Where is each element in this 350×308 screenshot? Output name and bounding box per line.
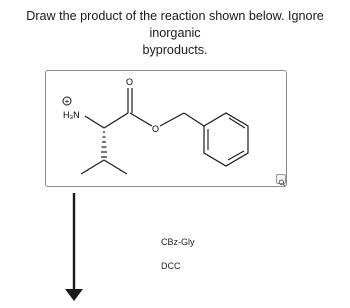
question-line-2: byproducts. [142,43,208,57]
amine-label: H₃N [63,110,80,120]
starting-material-structure [45,70,287,187]
ring-double-bond-2 [228,151,244,160]
reaction-arrow-icon [62,193,86,308]
magnifier-icon [277,178,287,188]
question-prompt [0,8,350,59]
bond-calpha-carbonyl [104,113,128,128]
molecule-drawing [46,71,286,186]
bond-n-calpha [85,116,104,128]
carbonyl-oxygen-label: O [126,77,134,87]
hashed-wedge-bond [101,132,107,157]
zoom-button[interactable] [276,174,286,184]
reagent-dcc: DCC [161,261,181,271]
reagent-cbz-gly: CBz-Gly [161,237,195,247]
ester-oxygen-label: O [152,124,160,134]
bond-isopropyl-left [81,160,104,174]
bond-carbonyl-ester-o [130,113,152,126]
bond-ch2-ring [184,113,204,126]
benzene-ring [204,113,248,166]
bond-o-ch2 [160,113,184,126]
question-line-1: Draw the product of the reaction shown below. Ignore inorganic [26,9,324,40]
charge-sign: + [64,97,70,106]
bond-isopropyl-right [104,160,127,174]
